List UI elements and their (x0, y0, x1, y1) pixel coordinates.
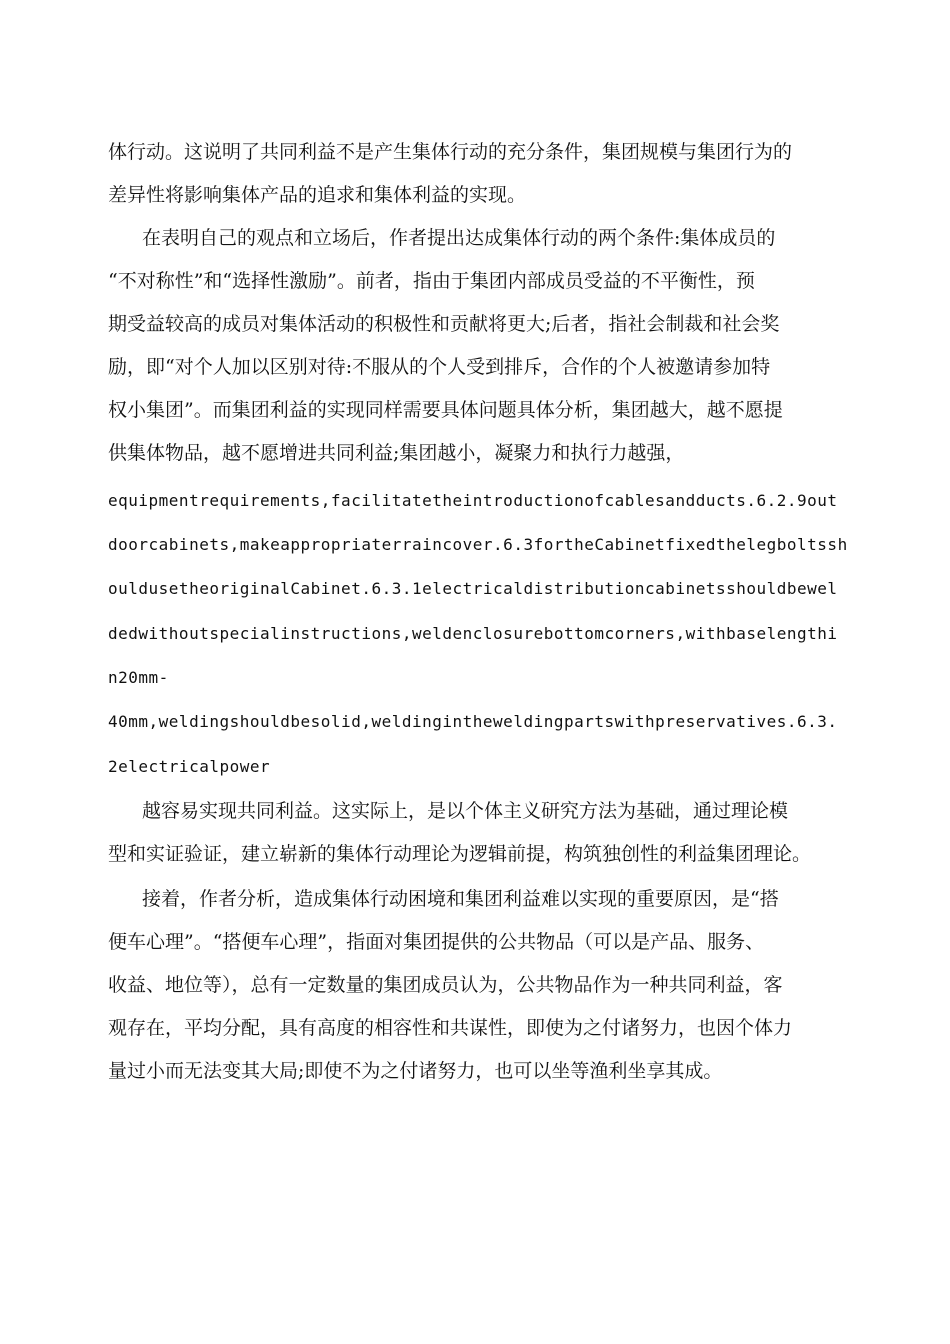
english-text-line: ouldusetheoriginalCabinet.6.3.1electricaldistributioncabinetsshouldbewel (108, 579, 838, 598)
text-line: “不对称性”和“选择性激励”。前者，指由于集团内部成员受益的不平衡性，预 (108, 270, 755, 292)
english-text-line: 40mm,weldingshouldbesolid,weldingintheweldingpartswithpreservatives.6.3. (108, 712, 838, 731)
text-line: 型和实证验证，建立崭新的集体行动理论为逻辑前提，构筑独创性的利益集团理论。 (108, 843, 812, 865)
text-line: 量过小而无法变其大局;即使不为之付诸努力，也可以坐等渔利坐享其成。 (108, 1060, 723, 1082)
text-line: 差异性将影响集体产品的追求和集体利益的实现。 (108, 184, 527, 206)
text-line: 收益、地位等），总有一定数量的集团成员认为，公共物品作为一种共同利益，客 (108, 974, 783, 996)
text-line: 供集体物品，越不愿增进共同利益;集团越小，凝聚力和执行力越强， (108, 442, 685, 464)
paragraph-start-line: 越容易实现共同利益。这实际上，是以个体主义研究方法为基础，通过理论模 (142, 800, 789, 822)
english-text-line: dedwithoutspecialinstructions,weldenclosurebottomcorners,withbaselengthi (108, 624, 838, 643)
paragraph-start-line: 接着，作者分析，造成集体行动困境和集团利益难以实现的重要原因，是“搭 (142, 888, 779, 910)
text-line: 体行动。这说明了共同利益不是产生集体行动的充分条件，集团规模与集团行为的 (108, 141, 793, 163)
english-text-line: equipmentrequirements,facilitatetheintroductionofcablesandducts.6.2.9out (108, 491, 838, 510)
paragraph-start-line: 在表明自己的观点和立场后，作者提出达成集体行动的两个条件:集体成员的 (142, 227, 776, 249)
english-text-line: n20mm- (108, 668, 169, 687)
text-line: 期受益较高的成员对集体活动的积极性和贡献将更大;后者，指社会制裁和社会奖 (108, 313, 780, 335)
english-text-line: doorcabinets,makeappropriaterraincover.6.3fortheCabinetfixedthelegboltssh (108, 535, 848, 554)
text-line: 励，即“对个人加以区别对待:不服从的个人受到排斥，合作的个人被邀请参加特 (108, 356, 771, 378)
text-line: 权小集团”。而集团利益的实现同样需要具体问题具体分析，集团越大，越不愿提 (108, 399, 783, 421)
text-line: 观存在，平均分配，具有高度的相容性和共谋性，即使为之付诸努力，也因个体力 (108, 1017, 793, 1039)
english-text-line: 2electricalpower (108, 757, 271, 776)
text-line: 便车心理”。“搭便车心理”，指面对集团提供的公共物品（可以是产品、服务、 (108, 931, 765, 953)
